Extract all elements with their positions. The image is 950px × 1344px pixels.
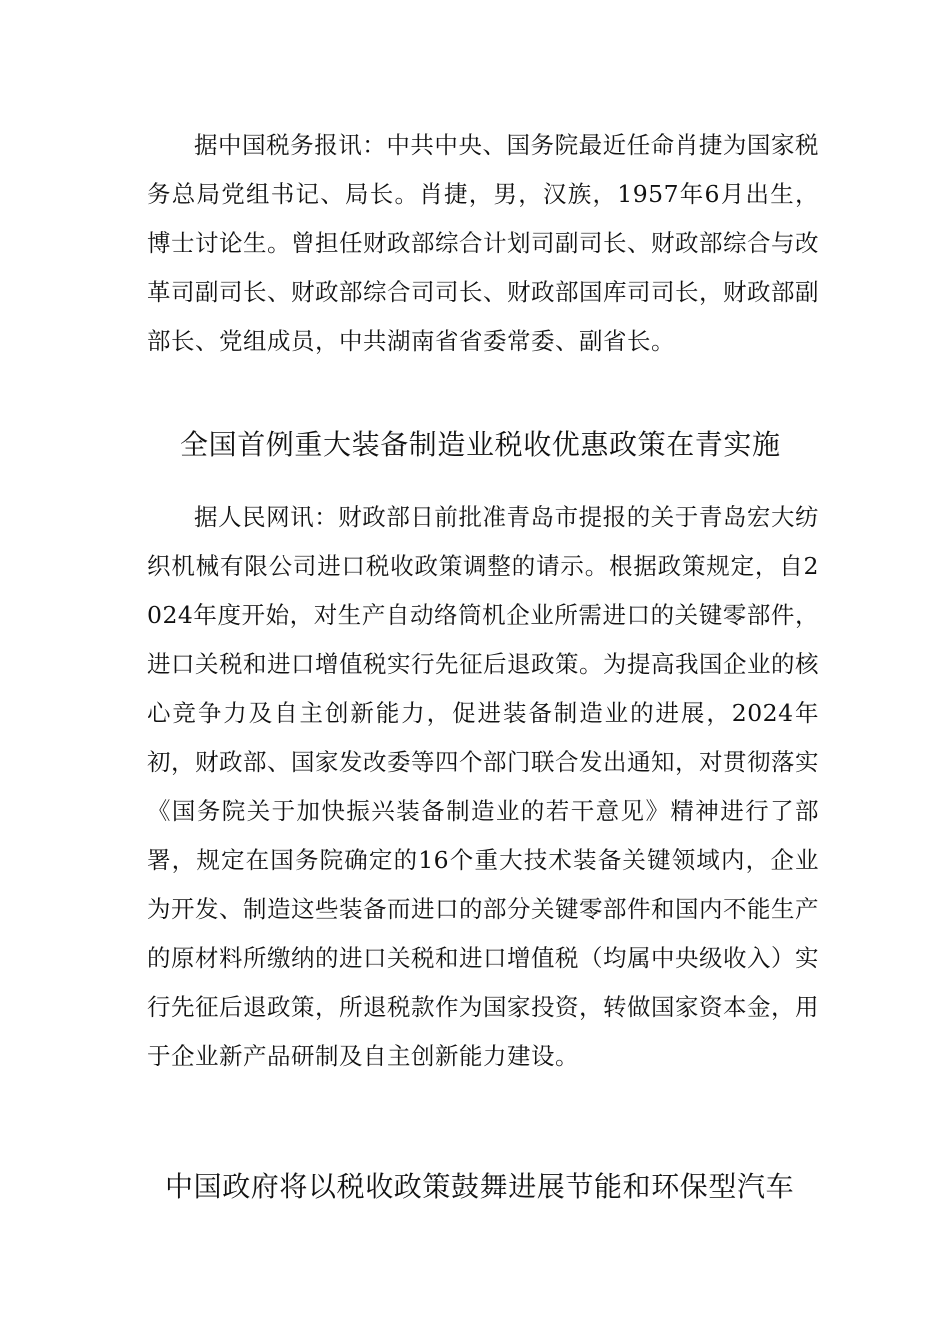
article-1-body: 据中国税务报讯：中共中央、国务院最近任命肖捷为国家税务总局党组书记、局长。肖捷，男，汉族，1957年6月出生，博士讨论生。曾担任财政部综合计划司副司长、财政部综合与改革司副司长、财政部综合司司长、财政部国库司司长，财政部副部长、党组成员，中共湖南省省委常委、副省长。 — [147, 131, 819, 355]
article-2-title: 全国首例重大装备制造业税收优惠政策在青实施 — [180, 428, 781, 461]
article-2-body: 据人民网讯：财政部日前批准青岛市提报的关于青岛宏大纺织机械有限公司进口税收政策调整的请示。根据政策规定，自2024年度开始，对生产自动络筒机企业所需进口的关键零部件，进口关税和进口增值税实行先征后退政策。为提高我国企业的核心竞争力及自主创新能力，促进装备制造业的进展，2024年初，财政部、国家发改委等四个部门联合发出通知，对贯彻落实《国务院关于加快振兴装备制造业的若干意见》精神进行了部署，规定在国务院确定的16个重大技术装备关键领域内，企业为开发、制造这些装备而进口的部分关键零部件和国内不能生产的原材料所缴纳的进口关税和进口增值税（均属中央级收入）实行先征后退政策，所退税款作为国家投资，转做国家资本金，用于企业新产品研制及自主创新能力建设。 — [147, 503, 819, 1070]
article-3-title: 中国政府将以税收政策鼓舞进展节能和环保型汽车 — [165, 1170, 795, 1203]
